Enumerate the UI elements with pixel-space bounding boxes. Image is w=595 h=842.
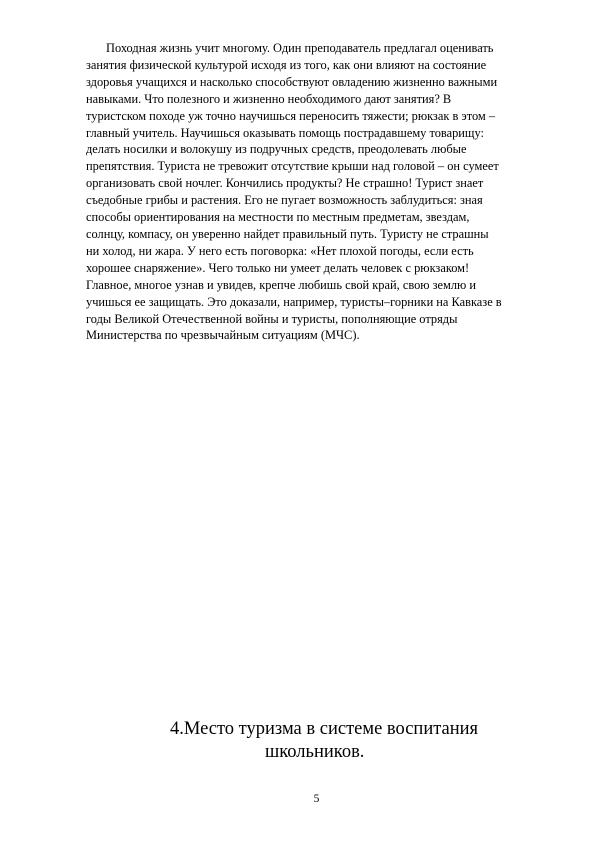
paragraph-line: ни холод, ни жара. У него есть поговорка: «Нет плохой погоды, если есть xyxy=(86,243,474,258)
section-heading-line-2: школьников. xyxy=(265,742,365,762)
paragraph-line: хорошее снаряжение». Чего только ни умеет делать человек с рюкзаком! xyxy=(86,260,470,275)
paragraph-line: Министерства по чрезвычайным ситуациям (МЧС). xyxy=(86,328,360,343)
section-heading-line-1: 4.Место туризма в системе воспитания xyxy=(170,719,479,739)
paragraph-line: организовать свой ночлег. Кончились продукты? Не страшно! Турист знает xyxy=(86,176,484,191)
paragraph-line: способы ориентирования на местности по местным предметам, звездам, xyxy=(86,210,470,225)
paragraph-line: годы Великой Отечественной войны и туристы, пополняющие отряды xyxy=(86,311,458,326)
paragraph-line: туристском походе уж точно научишься переносить тяжести; рюкзак в этом – xyxy=(86,108,496,123)
body-paragraph xyxy=(86,40,566,344)
paragraph-line: Походная жизнь учит многому. Один преподаватель предлагал оценивать xyxy=(106,41,494,55)
paragraph-line: солнцу, компасу, он уверенно найдет правильный путь. Туристу не страшны xyxy=(86,226,489,241)
paragraph-line: делать носилки и волокушу из подручных средств, преодолевать любые xyxy=(86,142,467,157)
paragraph-line: здоровья учащихся и насколько способствуют овладению жизненно важными xyxy=(86,74,498,89)
section-heading xyxy=(0,718,595,764)
paragraph-line: занятия физической культурой исходя из того, как они влияют на состояние xyxy=(86,57,487,72)
paragraph-line: навыками. Что полезного и жизненно необходимого дают занятия? В xyxy=(86,91,452,106)
paragraph-line: Главное, многое узнав и увидев, крепче любишь свой край, свою землю и xyxy=(86,277,477,292)
paragraph-line: учишься ее защищать. Это доказали, например, туристы–горники на Кавказе в xyxy=(86,294,502,309)
paragraph-line: съедобные грибы и растения. Его не пугает возможность заблудиться: зная xyxy=(86,193,483,208)
page-number: 5 xyxy=(313,793,320,805)
paragraph-line: главный учитель. Научишься оказывать помощь пострадавшему товарищу: xyxy=(86,125,484,140)
paragraph-line: препятствия. Туриста не тревожит отсутствие крыши над головой – он сумеет xyxy=(86,159,499,174)
